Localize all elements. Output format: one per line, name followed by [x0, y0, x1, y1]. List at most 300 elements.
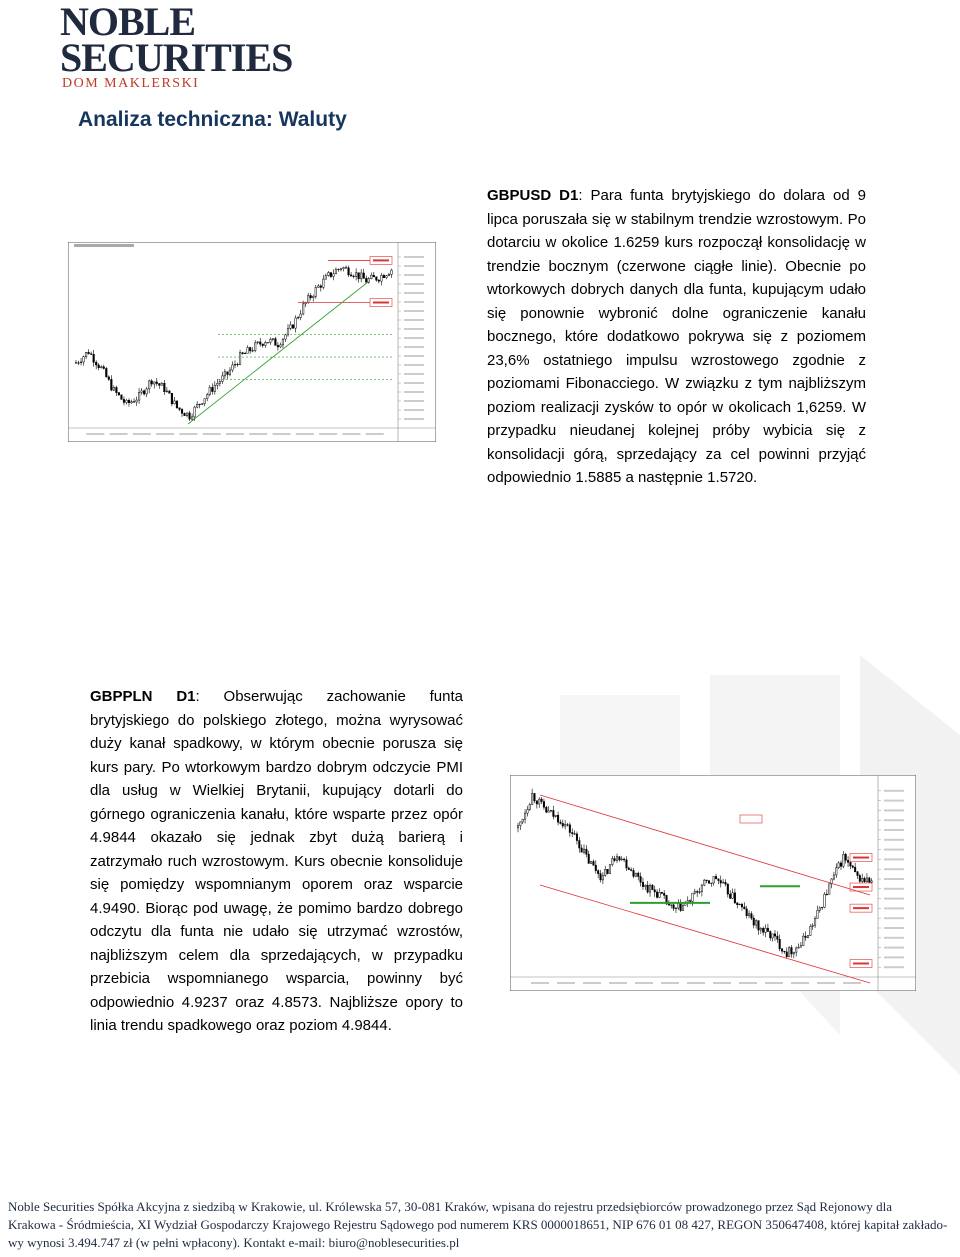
candle: [259, 342, 261, 344]
candle: [583, 849, 585, 852]
candle: [136, 400, 138, 402]
candle: [85, 352, 87, 356]
candle: [793, 952, 795, 954]
candle: [214, 385, 216, 391]
candle: [810, 926, 812, 935]
candle: [75, 363, 77, 364]
price-axis-tick-label: [404, 355, 424, 357]
candle: [720, 881, 722, 884]
candle: [287, 328, 289, 334]
candle: [753, 918, 755, 925]
candle: [708, 881, 710, 883]
candle: [93, 354, 95, 362]
candle: [637, 873, 639, 876]
candle: [546, 807, 548, 812]
time-axis-tick-label: [661, 982, 679, 984]
time-axis-tick-label: [713, 982, 731, 984]
candle: [391, 270, 393, 274]
candle: [368, 279, 370, 283]
candle: [557, 815, 559, 822]
level-marker: [370, 298, 392, 306]
candle: [204, 399, 206, 404]
candle: [330, 273, 332, 277]
gbppln-analysis: [90, 685, 463, 1038]
price-axis-tick-label: [404, 346, 424, 348]
candle: [800, 945, 802, 947]
footer-line-1: Noble Securities Spółka Akcyjna z siedzibą w Krakowie, ul. Królewska 57, 30-081 Kraków, wpisana do rejestru przedsiębiorców prowadzonego przez Sąd Rejonowy dla: [8, 1199, 892, 1214]
candle: [280, 345, 282, 347]
price-axis-tick-label: [404, 283, 424, 285]
candle: [131, 402, 133, 403]
candle: [310, 296, 312, 298]
candle: [191, 417, 193, 419]
candle: [358, 273, 360, 279]
candle: [871, 881, 873, 882]
price-axis-tick-label: [404, 319, 424, 321]
time-axis-tick-label: [791, 982, 809, 984]
candle: [696, 892, 698, 893]
candle: [741, 904, 743, 907]
time-axis-tick-label: [557, 982, 575, 984]
candle: [678, 904, 680, 908]
candle: [713, 876, 715, 883]
candle: [621, 859, 623, 860]
candle: [562, 823, 564, 826]
candle: [680, 904, 682, 911]
candle: [744, 907, 746, 909]
candle: [78, 363, 80, 364]
candle: [267, 342, 269, 343]
candle: [817, 910, 819, 918]
price-axis-tick-label: [884, 907, 904, 909]
candle: [857, 872, 859, 876]
candle: [118, 393, 120, 395]
level-value-mark: [853, 907, 869, 909]
candle: [108, 377, 110, 379]
gbpusd-analysis: [487, 184, 866, 490]
level-value-mark: [853, 886, 869, 888]
price-axis-tick-label: [884, 927, 904, 929]
candle: [378, 280, 380, 281]
candle: [184, 413, 186, 415]
candle: [153, 382, 155, 384]
candle: [272, 339, 274, 340]
candle: [564, 825, 566, 826]
candle: [746, 909, 748, 916]
candle: [597, 871, 599, 874]
candle: [275, 339, 277, 346]
price-axis-tick-label: [884, 849, 904, 851]
candle: [388, 274, 390, 275]
candle: [729, 894, 731, 898]
candle: [739, 904, 741, 905]
candle: [588, 854, 590, 863]
candle: [345, 268, 347, 269]
level-value-mark: [373, 301, 389, 303]
level-value-mark: [853, 857, 869, 859]
price-axis-tick-label: [404, 400, 424, 402]
candle: [668, 904, 670, 905]
time-axis-tick-label: [203, 433, 221, 435]
level-marker: [850, 904, 872, 912]
candle: [350, 275, 352, 276]
price-axis-tick-label: [404, 373, 424, 375]
candle: [383, 275, 385, 277]
candle: [111, 379, 113, 390]
candle: [593, 861, 595, 865]
time-axis-tick-label: [531, 982, 549, 984]
candle: [247, 348, 249, 354]
candle: [626, 860, 628, 868]
candle: [363, 273, 365, 278]
logo-line-dom-maklerski: DOM MAKLERSKI: [62, 76, 200, 91]
candle: [807, 936, 809, 938]
candle: [217, 383, 219, 385]
gbpusd-text: : Para funta brytyjskiego do dolara od 9 lipca poruszała się w stabilnym trendzie wzrostowym. Po dotarciu w okolice 1.6259 kurs rozpoczął konsolidację w trendzie bocznym (czerwone ciągłe linie). Obecnie po wtorkowych dobrych danych dla funta, kupującym udało się ponownie wybronić dolne ograniczenie kanału bocznego, które dodatkowo pokrywa się z poziomem 23,6% ostatniego impulsu wzrostowego zgodnie z poziomami Fibonacciego. W związku z tym najbliższym poziom realizacji zysków to opór w okolicach 1,6259. W przypadku nieudanej kolejnej próby wybicia się z konsolidacji górą, sprzedający za cel powinni przyjąć odpowiednio 1.5885 a następnie 1.5720.: [487, 187, 866, 486]
candle: [158, 384, 160, 386]
candle: [189, 413, 191, 419]
candle: [635, 873, 637, 876]
candle: [770, 931, 772, 938]
candle: [604, 869, 606, 875]
candle: [661, 892, 663, 893]
candle: [732, 893, 734, 899]
candle: [774, 934, 776, 936]
high-level-box: [740, 815, 762, 823]
candle: [264, 342, 266, 345]
candle: [788, 948, 790, 957]
candle: [179, 408, 181, 410]
candle: [312, 296, 314, 297]
candle: [161, 383, 163, 385]
time-axis-tick-label: [296, 433, 314, 435]
candle: [373, 275, 375, 277]
candle: [295, 318, 297, 328]
candle: [814, 918, 816, 925]
candle: [649, 885, 651, 892]
candle: [777, 936, 779, 939]
candle: [529, 804, 531, 809]
time-axis-tick-label: [156, 433, 174, 435]
candle: [706, 880, 708, 881]
price-axis-tick-label: [404, 310, 424, 312]
candle: [689, 901, 691, 902]
price-axis-tick-label: [404, 382, 424, 384]
price-axis-tick-label: [884, 966, 904, 968]
price-axis-tick-label: [884, 956, 904, 958]
candle: [365, 278, 367, 282]
candle: [781, 949, 783, 951]
candle: [254, 343, 256, 351]
candle: [755, 921, 757, 925]
candle: [194, 407, 196, 417]
candle: [600, 874, 602, 880]
candle: [116, 387, 118, 392]
price-axis-tick-label: [404, 274, 424, 276]
candle: [555, 815, 557, 816]
candle: [249, 348, 251, 351]
candle: [98, 365, 100, 368]
footer-line-3: wy wynosi 3.494.747 zł (w pełni wpłacony). Kontakt e-mail: biuro@noblesecurities.pl: [8, 1235, 460, 1250]
candle: [90, 354, 92, 355]
candle: [850, 862, 852, 866]
price-axis-tick-label: [884, 888, 904, 890]
candle: [325, 275, 327, 279]
candle: [517, 826, 519, 828]
candle: [821, 907, 823, 908]
candle: [861, 878, 863, 881]
candle: [772, 934, 774, 938]
candle: [128, 400, 130, 403]
candle: [169, 391, 171, 393]
gbpusd-chart: [68, 242, 436, 442]
candle: [181, 409, 183, 413]
price-axis-tick-label: [884, 790, 904, 792]
candle: [703, 880, 705, 885]
candle: [663, 893, 665, 895]
time-axis-tick-label: [765, 982, 783, 984]
legal-footer: [8, 1198, 948, 1252]
candle: [232, 365, 234, 370]
candle: [623, 859, 625, 860]
candle: [201, 404, 203, 405]
candle: [285, 335, 287, 339]
candle: [176, 401, 178, 408]
candle: [543, 802, 545, 808]
candle: [520, 822, 522, 826]
candle: [164, 383, 166, 391]
time-axis-tick-label: [133, 433, 151, 435]
candle: [652, 885, 654, 890]
time-axis-tick-label: [319, 433, 337, 435]
candle: [222, 376, 224, 382]
candle: [579, 841, 581, 848]
logo-line-noble: NOBLE: [60, 0, 196, 44]
price-axis-tick-label: [404, 409, 424, 411]
candle: [609, 865, 611, 874]
candle: [656, 892, 658, 897]
candle: [784, 951, 786, 952]
gbpusd-symbol: GBPUSD D1: [487, 187, 579, 204]
candle: [859, 875, 861, 881]
time-axis-tick-label: [110, 433, 128, 435]
price-axis-tick-label: [404, 418, 424, 420]
candle: [718, 879, 720, 881]
time-axis-tick-label: [273, 433, 291, 435]
candle: [866, 878, 868, 882]
candle: [727, 884, 729, 894]
candle: [571, 832, 573, 833]
candle: [828, 884, 830, 894]
candle: [798, 947, 800, 948]
candle: [199, 404, 201, 405]
candle: [317, 286, 319, 288]
candle: [229, 370, 231, 374]
candle: [282, 339, 284, 345]
candle: [748, 914, 750, 916]
candle: [694, 892, 696, 894]
candle: [869, 878, 871, 882]
candle: [227, 372, 229, 375]
level-marker: [850, 959, 872, 967]
gbppln-chart: [510, 775, 916, 991]
candle: [628, 868, 630, 870]
candle: [166, 391, 168, 392]
candle: [786, 952, 788, 957]
candle: [560, 822, 562, 823]
time-axis-tick-label: [635, 982, 653, 984]
candle: [654, 890, 656, 892]
price-axis-tick-label: [404, 391, 424, 393]
candle: [348, 268, 350, 275]
candle: [803, 936, 805, 945]
candle: [692, 893, 694, 901]
candle: [602, 876, 604, 880]
candle: [123, 399, 125, 402]
candle: [826, 894, 828, 895]
candle: [843, 854, 845, 866]
candle: [133, 402, 135, 403]
candle: [239, 353, 241, 365]
candle: [715, 876, 717, 878]
candle: [335, 270, 337, 274]
level-marker: [850, 854, 872, 862]
candle: [186, 413, 188, 416]
candle: [833, 875, 835, 879]
level-value-mark: [853, 962, 869, 964]
time-axis-tick-label: [226, 433, 244, 435]
candle: [297, 317, 299, 318]
candle: [852, 866, 854, 867]
candle: [595, 865, 597, 870]
candle: [219, 381, 221, 383]
chart-frame: [68, 242, 436, 442]
candle: [522, 819, 524, 822]
price-axis-tick-label: [404, 256, 424, 258]
candle: [864, 878, 866, 881]
candle: [567, 825, 569, 826]
candle: [121, 395, 123, 400]
candle: [840, 863, 842, 866]
candle: [196, 404, 198, 407]
candle: [386, 276, 388, 278]
candle: [760, 928, 762, 930]
candle: [670, 905, 672, 906]
candle: [619, 857, 621, 860]
candle: [659, 892, 661, 897]
candle: [360, 273, 362, 279]
price-axis-tick-label: [884, 829, 904, 831]
candle: [315, 287, 317, 296]
candle: [642, 882, 644, 886]
candle: [531, 793, 533, 804]
candle: [791, 948, 793, 954]
level-value-mark: [373, 259, 389, 261]
candle: [328, 273, 330, 276]
price-axis-tick-label: [884, 839, 904, 841]
candle: [576, 834, 578, 841]
candle: [765, 928, 767, 932]
candle: [151, 381, 153, 384]
candle: [277, 345, 279, 347]
candle: [343, 268, 345, 269]
candle: [252, 350, 254, 351]
candle: [612, 859, 614, 865]
candle: [234, 364, 236, 365]
candle: [100, 367, 102, 368]
candle: [734, 893, 736, 903]
price-axis-tick-label: [404, 265, 424, 267]
candle: [795, 948, 797, 952]
candle: [616, 857, 618, 861]
price-axis-tick-label: [404, 301, 424, 303]
candle: [242, 353, 244, 354]
time-axis-tick-label: [739, 982, 757, 984]
price-axis-tick-label: [404, 364, 424, 366]
candle: [381, 275, 383, 281]
candle: [779, 939, 781, 949]
candle: [113, 387, 115, 390]
candle: [819, 908, 821, 910]
candle: [699, 892, 701, 893]
candle: [95, 362, 97, 365]
candle: [647, 885, 649, 892]
company-logo: [60, 0, 293, 94]
candle: [553, 810, 555, 816]
candle: [148, 381, 150, 389]
candle: [751, 914, 753, 918]
candle: [805, 936, 807, 937]
price-axis-tick-label: [884, 868, 904, 870]
logo-line-securities: SECURITIES: [60, 35, 293, 80]
candle: [673, 905, 675, 909]
price-axis-tick-label: [884, 878, 904, 880]
candle: [845, 854, 847, 860]
price-axis-tick-label: [884, 858, 904, 860]
candle: [607, 869, 609, 873]
candle: [524, 813, 526, 819]
candle: [586, 849, 588, 854]
candle: [633, 871, 635, 877]
candle: [527, 810, 529, 814]
candle: [767, 928, 769, 931]
candle: [338, 269, 340, 270]
candle: [640, 876, 642, 882]
candle: [340, 269, 342, 270]
candle: [171, 393, 173, 404]
gbppln-text: : Obserwując zachowanie funta brytyjskiego do polskiego złotego, można wyrysować duży kanał spadkowy, w którym obecnie porusza się kurs pary. Po wtorkowym bardzo dobrym odczycie PMI dla usług w Wielkiej Brytanii, kupujący dotarli do górnego ograniczenia kanału, które wsparte przez opór 4.9844 okazało się jednak zbyt dużą barierą i zatrzymało ruch wzrostowym. Kurs obecnie konsoliduje się pomiędzy wspomnianym oporem oraz wsparcie 4.9490. Biorąc pod uwagę, że pomimo bardzo dobrego odczytu dla funta nie udało się utrzymać wzrostów, najbliższym celem dla sprzedających, w przypadku przebicia wspomnianego wsparcia, powinny być odpowiednio 4.9237 oraz 4.8573. Najbliższe opory to linia trendu spadkowego oraz poziom 4.9844.: [90, 688, 463, 1034]
candle: [836, 868, 838, 875]
candle: [174, 401, 176, 404]
chart-header-label: [74, 244, 134, 247]
candle: [534, 793, 536, 800]
time-axis-tick-label: [86, 433, 104, 435]
candle: [645, 885, 647, 886]
candle: [206, 395, 208, 399]
candle: [323, 279, 325, 287]
price-axis-tick-label: [884, 898, 904, 900]
candle: [550, 810, 552, 811]
candle: [237, 364, 239, 365]
candle: [370, 275, 372, 279]
candle: [701, 885, 703, 891]
candle: [590, 861, 592, 863]
time-axis-tick-label: [687, 982, 705, 984]
candle: [262, 344, 264, 345]
candle: [838, 863, 840, 868]
level-marker: [370, 256, 392, 264]
candle: [302, 304, 304, 314]
